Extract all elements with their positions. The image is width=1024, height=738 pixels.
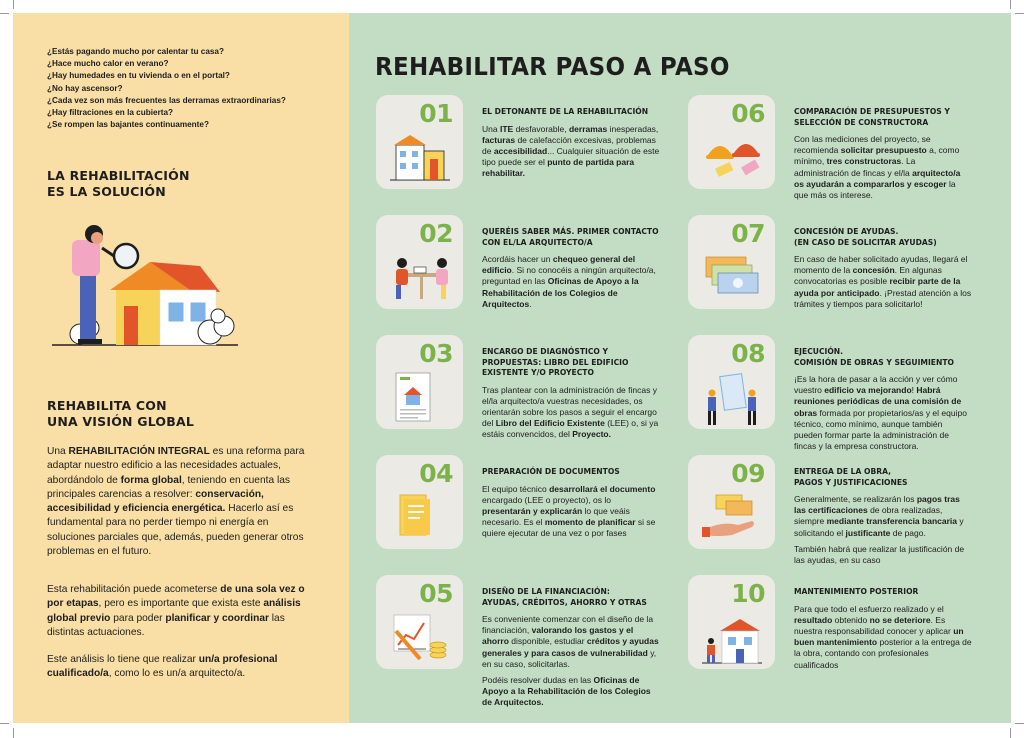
text-run: derramas [568,123,608,134]
text-run: presentarán y explicarán [482,505,583,516]
text-run: ... Cualquier situación de este tipo puede ser el [482,145,660,168]
question-item: ¿Se rompen las bajantes continuamente? [47,120,209,130]
step-title-line: EL DETONANTE DE LA REHABILITACIÓN [482,107,649,116]
text-run: planificar y coordinar [165,612,269,624]
step-paragraph [482,614,660,670]
step-paragraph [794,374,972,452]
step-paragraph [794,494,972,539]
text-run: . La administración de fincas y el/la [794,156,916,178]
step-title-line: PREPARACIÓN DE DOCUMENTOS [482,467,620,476]
text-run: punto de partida para rehabilitar. [482,157,635,179]
text-run: concesión [852,265,895,276]
text-run: la que más os interese. [794,178,956,201]
house-inspection-icon [50,222,240,350]
step-card-07 [688,215,775,309]
step-description [794,374,972,452]
step-paragraph [482,385,660,441]
crop-mark [0,723,9,724]
text-run: las distintas actuaciones. [47,612,285,638]
text-run: y, en su caso, solicitarlas. [482,647,657,669]
paragraph-stages [47,583,317,640]
step-number: 05 [419,579,453,608]
text-run: de una sola vez o por etapas [47,584,305,610]
text-run: . Es nuestra responsabilidad conocer y aplicar [794,614,954,636]
step-number: 03 [419,339,453,368]
text-run: (LEE) o, si ya estáis convencidos, del [482,418,659,440]
text-run: , pero es importante que exista este [98,598,264,610]
folder-icon [390,491,436,544]
text-run: forma global [120,474,182,486]
text-run: Una [482,123,500,134]
crop-mark [1015,723,1024,724]
step-card-03 [376,335,463,429]
step-description [482,484,660,540]
step-paragraph [482,254,660,310]
text-run: Este análisis lo tiene que realizar [47,654,199,665]
text-run: En caso de haber solicitado ayudas, llegará el momento de la [794,254,968,276]
step-title [482,347,688,379]
text-run: disponible, estudiar [508,636,587,647]
step-title-line: QUERÉIS SABER MÁS. PRIMER CONTACTO [482,227,659,236]
step-description [794,494,972,566]
text-run: . En algunas convocatorias es posible [794,265,942,287]
paragraph-integral [47,445,317,559]
text-run: Es conveniente comenzar con el diseño de la financiación, [482,614,654,636]
step-description [794,254,972,310]
text-run: . Si no conocéis a ningún arquitecto/a, preguntad en las [482,265,656,287]
step-title-line: EXISTENTE Y/O PROYECTO [482,368,594,377]
text-run: valorando los gastos y el ahorro [482,625,634,647]
paragraph-professional [47,653,317,682]
step-title [794,347,1000,368]
text-run: formada por propietarios/as y el equipo técnico, como mínimo, aunque también pueden formar parte la administración de fincas y la empresa constructora. [794,407,967,452]
text-run: facturas [482,134,516,145]
step-paragraph [482,484,660,540]
text-run: Habrá reuniones periódicas de una comisión de obras [794,385,962,418]
question-item: ¿Estás pagando mucho por calentar tu casa? [47,47,224,56]
step-description [482,124,660,180]
step-title [794,587,1000,598]
step-paragraph [794,134,972,201]
text-run: Con las mediciones del proyecto, se recomienda [794,134,931,156]
text-run: pagos tras las certificaciones [794,494,960,516]
text-run: créditos y ayudas generales y para casos de vulnerabilidad [482,636,659,658]
text-run: Oficinas de Apoyo a la Rehabilitación de los Colegios de Arquitectos [482,276,639,309]
step-title [482,467,688,478]
step-card-10 [688,575,775,669]
step-title-line: PROPUESTAS: LIBRO DEL EDIFICIO [482,357,629,367]
step-card-09 [688,455,775,549]
text-run: obtenido [832,614,870,625]
text-run: y solicitando el [794,516,964,538]
step-description [482,254,660,310]
step-title-line: DISEÑO DE LA FINANCIACIÓN: [482,587,610,596]
text-run: justificante [845,527,891,538]
text-run: posterior a la entrega de la obra, contando con profesionales cualificados [794,637,972,670]
text-run: solicitar presupuesto [840,145,927,156]
text-run: de calefacción excesivas, problemas de [482,134,656,156]
text-run: desarrollará el documento [549,483,656,494]
question-item: ¿No hay ascensor? [47,83,123,93]
text-run: accesibilidad [493,145,548,156]
text-run: Podéis resolver dudas en las [482,675,594,686]
step-description [794,604,972,671]
question-list [47,46,317,131]
question-item: ¿Hay humedades en tu vivienda o en el portal? [47,71,230,81]
text-run: a, como mínimo, [794,145,960,167]
text-run: lo que veáis necesario. Es el [482,505,630,528]
text-run: un buen mantenimiento [794,625,964,648]
step-paragraph [794,544,972,566]
text-run: es una reforma para adaptar nuestro edificio a las necesidades actuales, abordándolo de [47,446,305,486]
step-paragraph [482,124,660,180]
text-run: encargado (LEE o proyecto), os lo [482,494,611,505]
hard-hat-icon [702,131,766,186]
text-run: mediante transferencia bancaria [826,516,957,527]
step-card-04 [376,455,463,549]
step-title-line: CON EL/LA ARQUITECTO/A [482,237,593,247]
text-run: momento de planificar [544,517,636,528]
heading-solution [47,168,190,200]
step-number: 09 [731,459,765,488]
document-icon [390,371,436,428]
heading-global-vision [47,398,194,430]
text-run: Acordáis hacer un [482,254,553,264]
step-title-line: COMISIÓN DE OBRAS Y SEGUIMIENTO [794,357,954,367]
text-run: Tras plantear con la administración de fincas y el/la arquitecto/a vuestras necesidades, os orientarán sobre los pasos a seguir el encargo del [482,384,657,429]
step-description [482,385,660,441]
text-run: Generalmente, se realizarán los [794,494,917,504]
text-run: También habrá que realizar la justificación de las ayudas, en su caso [794,543,965,566]
step-paragraph [794,604,972,671]
text-run: Para que todo el esfuerzo realizado y el [794,603,944,614]
text-run: un/a profesional cualificado/a [47,654,278,680]
crop-mark [13,0,14,9]
crop-mark [0,13,9,14]
text-run: , teniendo en cuenta las principales carencias a resolver: [47,474,290,500]
crop-mark [1015,13,1024,14]
text-run: Esta rehabilitación puede acometerse [47,584,221,595]
question-item: ¿Hace mucho calor en verano? [47,59,169,69]
step-title-line: ENCARGO DE DIAGNÓSTICO Y [482,347,609,356]
banknotes-icon [702,251,762,302]
step-description [482,614,660,709]
question-item: ¿Cada vez son más frecuentes las derramas extraordinarias? [47,95,286,105]
finance-chart-icon [390,611,450,668]
step-number: 07 [731,219,765,248]
crop-mark [13,728,14,738]
heading-line: UNA VISIÓN GLOBAL [47,414,195,429]
text-run: arquitecto/a os ayudarán a compararlos y escoger [794,167,961,189]
step-title-line: EJECUCIÓN. [794,347,844,356]
text-run: si se quiere ejecutar de una vez o por fases [482,517,656,539]
text-run: para poder [110,612,166,624]
step-title-line: PAGOS Y JUSTIFICACIONES [794,477,908,487]
step-description [794,134,972,201]
step-title-line: AYUDAS, CRÉDITOS, AHORRO Y OTRAS [482,597,647,607]
text-run: , como lo es un/a arquitecto/a. [108,668,246,680]
heading-line: ES LA SOLUCIÓN [47,184,166,199]
step-title-line: ENTREGA DE LA OBRA, [794,467,891,476]
text-run: El equipo técnico [482,483,550,494]
text-run: ¡Es la hora de pasar a la acción y ver cómo vuestro [794,374,958,396]
hand-money-icon [702,491,762,546]
step-paragraph [794,254,972,310]
step-title [794,227,1000,248]
text-run: no se deteriore [869,614,931,625]
step-paragraph [482,675,660,709]
step-number: 02 [419,219,453,248]
text-run: Una [47,446,69,457]
text-run: análisis global previo [47,598,301,624]
step-title-line: COMPARACIÓN DE PRESUPUESTOS Y [794,107,950,116]
text-run: tres constructoras [826,156,902,167]
meeting-icon [390,251,454,306]
page-title: REHABILITAR PASO A PASO [375,52,730,81]
step-number: 04 [419,459,453,488]
text-run: resultado [794,614,833,625]
crop-mark [1010,0,1011,9]
step-card-02 [376,215,463,309]
step-number: 01 [419,99,453,128]
text-run: de obra realizadas, siempre [794,505,943,527]
building-icon [390,131,450,186]
step-card-05 [376,575,463,669]
step-title [482,227,688,248]
step-title [794,467,1000,488]
house-icon [702,611,762,670]
text-run: de pago. [890,527,926,538]
crop-mark [1010,728,1011,738]
step-card-01 [376,95,463,189]
text-run: Proyecto. [572,429,611,440]
step-title [482,107,688,118]
heading-line: LA REHABILITACIÓN [47,168,190,183]
text-run: Hacerlo así es fundamental para no perder tiempo ni energía en soluciones parciales que, además, pueden generar otros problemas en el futuro. [47,503,304,558]
step-number: 08 [731,339,765,368]
step-title-line: SELECCIÓN DE CONSTRUCTORA [794,117,929,127]
step-number: 06 [731,99,765,128]
text-run: ! [911,385,917,396]
text-run: recibir parte de la ayuda por anticipado [794,276,961,298]
text-run: . [529,298,532,309]
step-title-line: CONCESIÓN DE AYUDAS. [794,227,899,236]
text-run: conservación, accesibilidad y eficiencia energética. [47,488,264,515]
step-card-08 [688,335,775,429]
step-title [482,587,688,608]
step-card-06 [688,95,775,189]
step-title-line: (EN CASO DE SOLICITAR AYUDAS) [794,237,937,247]
heading-line: REHABILITA CON [47,398,167,413]
text-run: REHABILITACIÓN INTEGRAL [68,446,210,457]
workers-icon [702,371,762,436]
question-item: ¿Hay filtraciones en la cubierta? [47,108,174,118]
text-run: edificio va mejorando [824,385,912,396]
text-run: inesperadas, [607,123,659,134]
text-run: Libro del Edificio Existente [495,418,605,429]
text-run: . ¡Prestad atención a los trámites y tiempos para solicitarlo! [794,287,972,309]
step-number: 10 [731,579,765,608]
step-title-line: MANTENIMIENTO POSTERIOR [794,587,919,596]
step-title [794,107,1000,128]
text-run: Oficinas de Apoyo a la Rehabilitación de los Colegios de Arquitectos. [482,675,651,708]
text-run: ITE [499,123,514,134]
text-run: chequeo general del edificio [482,254,636,276]
text-run: desfavorable, [513,123,569,134]
